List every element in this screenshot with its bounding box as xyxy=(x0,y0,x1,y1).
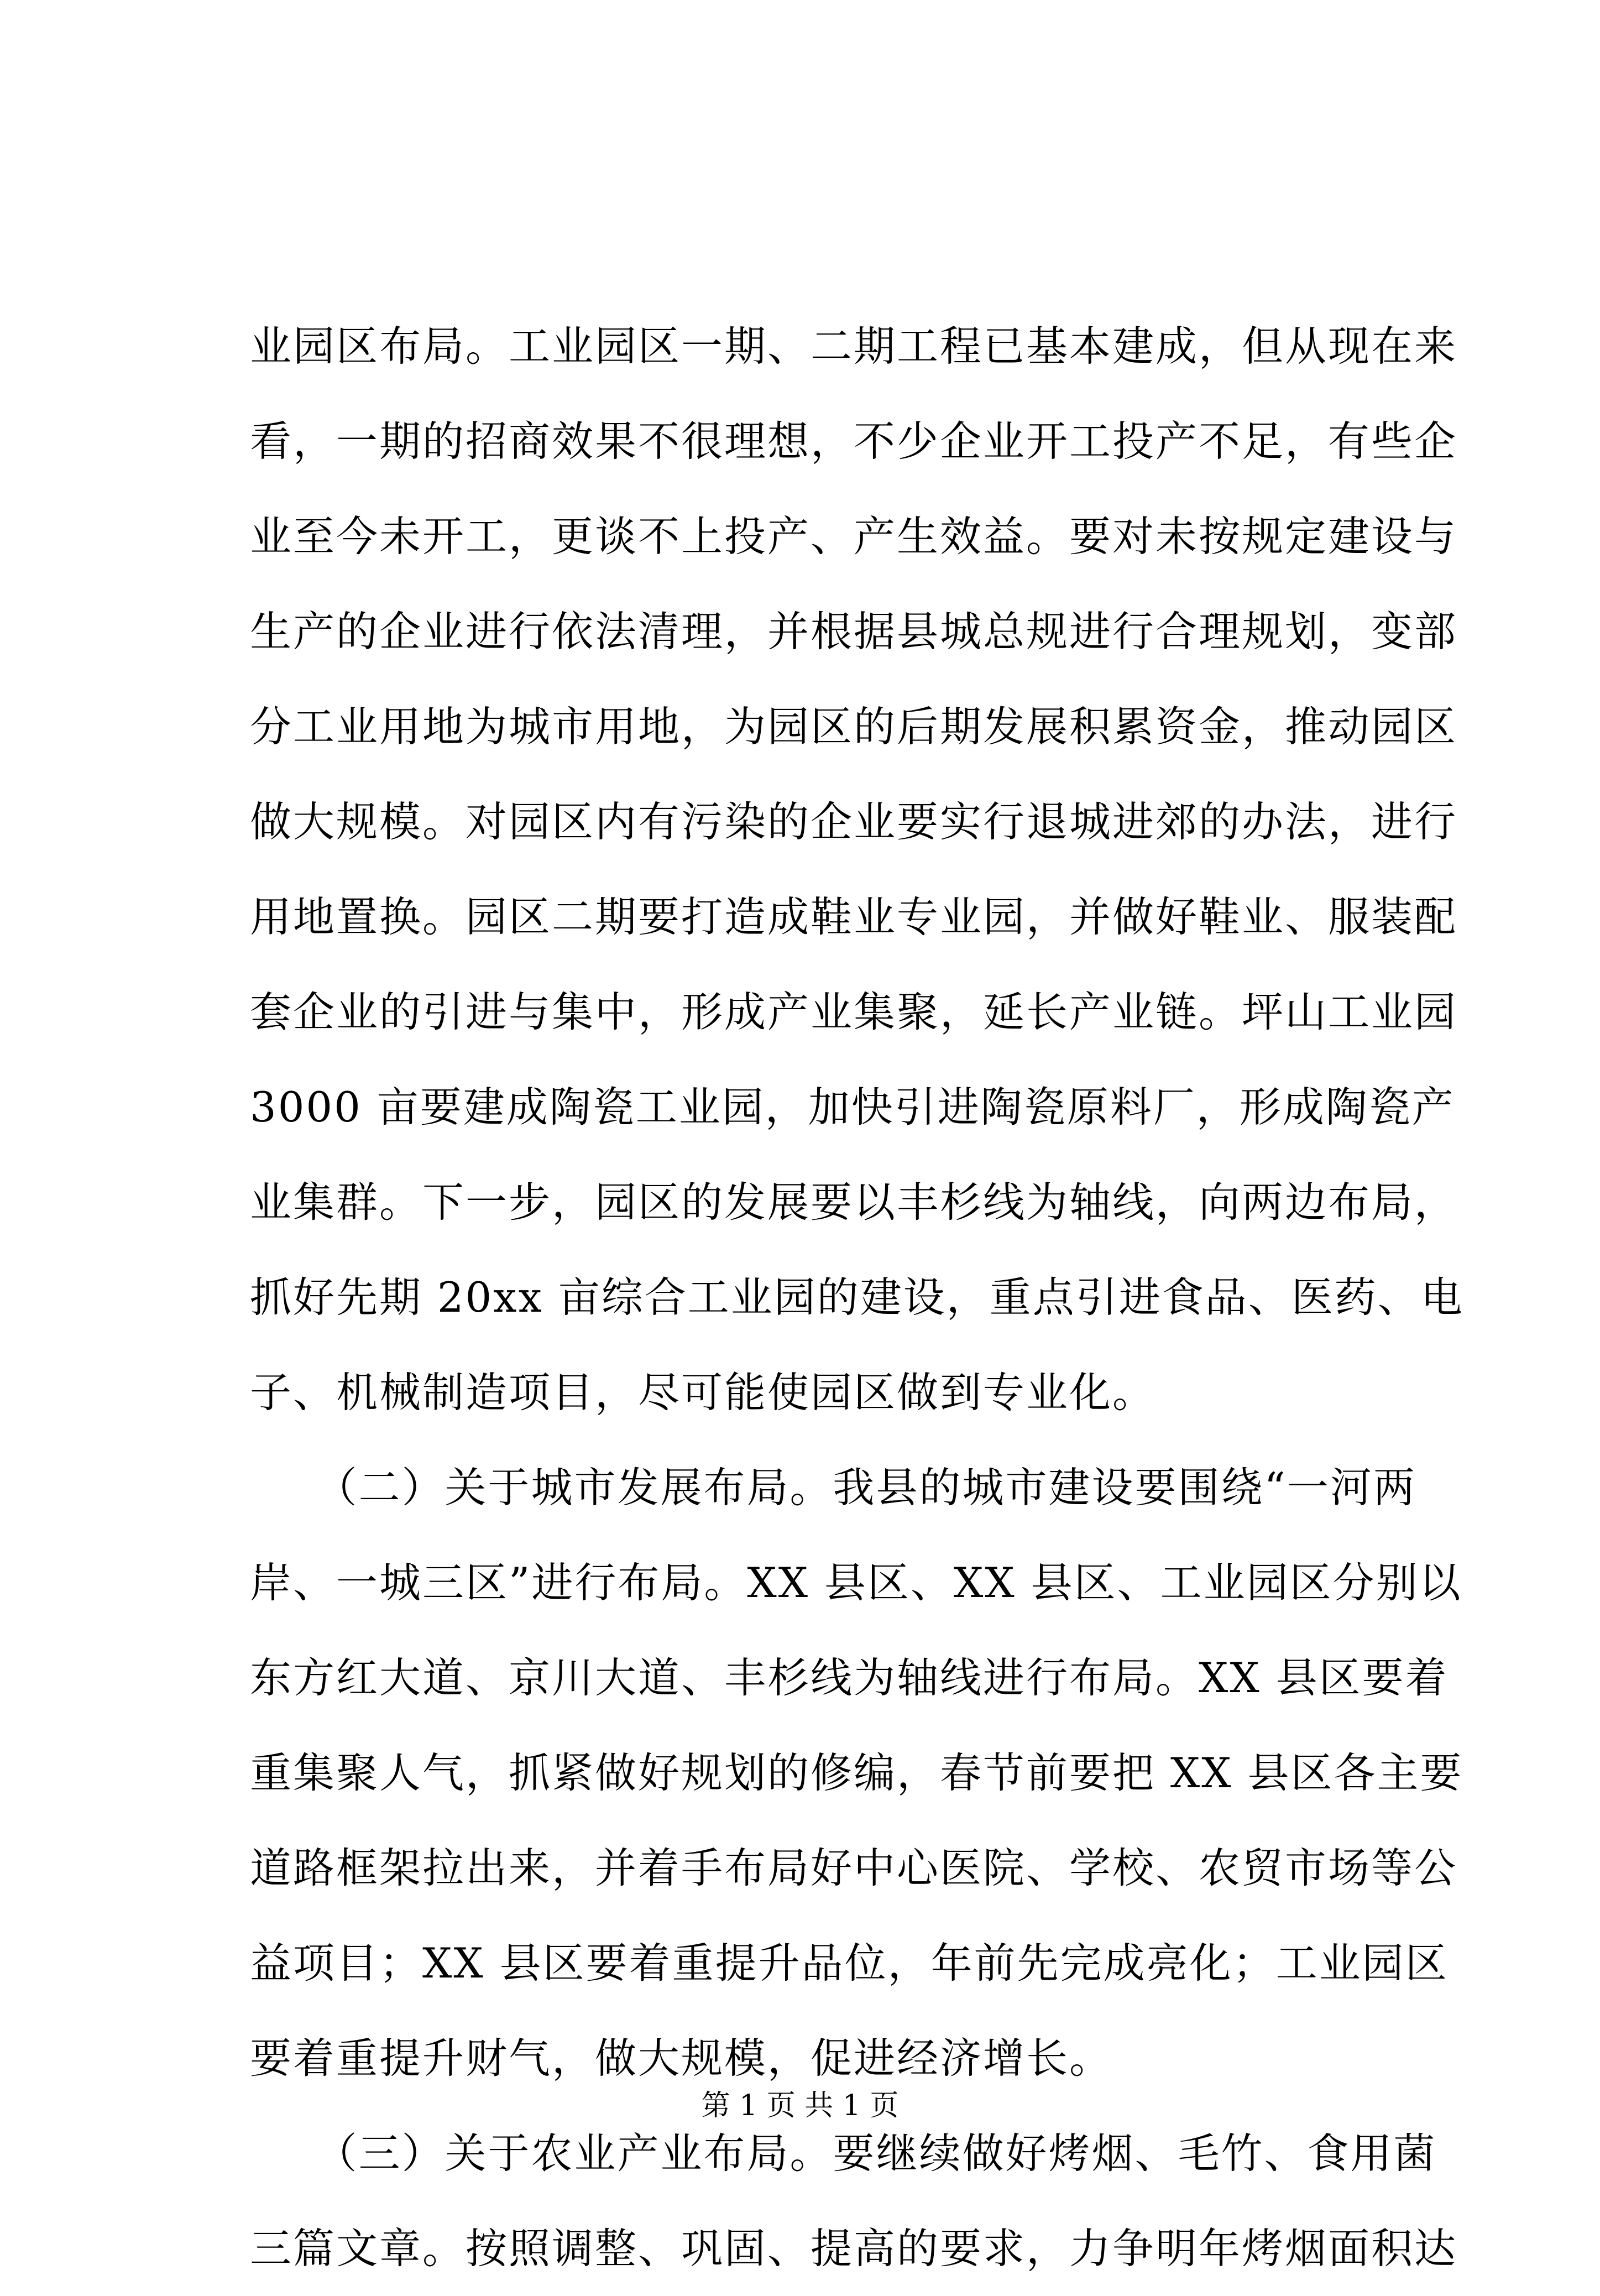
text-line: 子、机械制造项目，尽可能使园区做到专业化。 xyxy=(250,1368,1156,1417)
text-line: 业集群。下一步，园区的发展要以丰杉线为轴线，向两边布局， xyxy=(250,1178,1458,1227)
text-line: 业至今未开工，更谈不上投产、产生效益。要对未按规定建设与 xyxy=(250,512,1458,561)
paragraph-start-line: （三）关于农业产业布局。要继续做好烤烟、毛竹、食用菌 xyxy=(250,2129,1437,2178)
text-line: 分工业用地为城市用地，为园区的后期发展积累资金，推动园区 xyxy=(250,702,1458,751)
document-body xyxy=(250,299,1464,2296)
text-line: 套企业的引进与集中，形成产业集聚，延长产业链。坪山工业园 xyxy=(250,988,1458,1036)
text-line: 东方红大道、京川大道、丰杉线为轴线进行布局。XX 县区要着 xyxy=(250,1653,1449,1702)
text-line: 道路框架拉出来，并着手布局好中心医院、学校、农贸市场等公 xyxy=(250,1844,1458,1892)
text-line: 业园区布局。工业园区一期、二期工程已基本建成，但从现在来 xyxy=(250,322,1458,371)
text-line: 看，一期的招商效果不很理想，不少企业开工投产不足，有些企 xyxy=(250,417,1458,466)
page-number-label: 第 1 页 共 1 页 xyxy=(701,2089,899,2122)
text-line: 岸、一城三区”进行布局。XX 县区、XX 县区、工业园区分别以 xyxy=(250,1558,1462,1607)
text-line: 三篇文章。按照调整、巩固、提高的要求，力争明年烤烟面积达 xyxy=(250,2224,1458,2273)
page-footer xyxy=(0,2089,1600,2122)
text-line: 要着重提升财气，做大规模，促进经济增长。 xyxy=(250,2034,1113,2083)
paragraph-start-line: （二）关于城市发展布局。我县的城市建设要围绕“一河两 xyxy=(250,1463,1416,1512)
text-line: 益项目；XX 县区要着重提升品位，年前先完成亮化；工业园区 xyxy=(250,1939,1449,1987)
text-line: 用地置换。园区二期要打造成鞋业专业园，并做好鞋业、服装配 xyxy=(250,893,1458,941)
text-line: 做大规模。对园区内有污染的企业要实行退城进郊的办法，进行 xyxy=(250,797,1458,846)
text-line: 生产的企业进行依法清理，并根据县城总规进行合理规划，变部 xyxy=(250,607,1458,656)
text-line: 重集聚人气，抓紧做好规划的修编，春节前要把 XX 县区各主要 xyxy=(250,1749,1463,1797)
text-line: 3000 亩要建成陶瓷工业园，加快引进陶瓷原料厂，形成陶瓷产 xyxy=(250,1083,1455,1131)
text-line: 抓好先期 20xx 亩综合工业园的建设，重点引进食品、医药、电 xyxy=(250,1273,1464,1322)
